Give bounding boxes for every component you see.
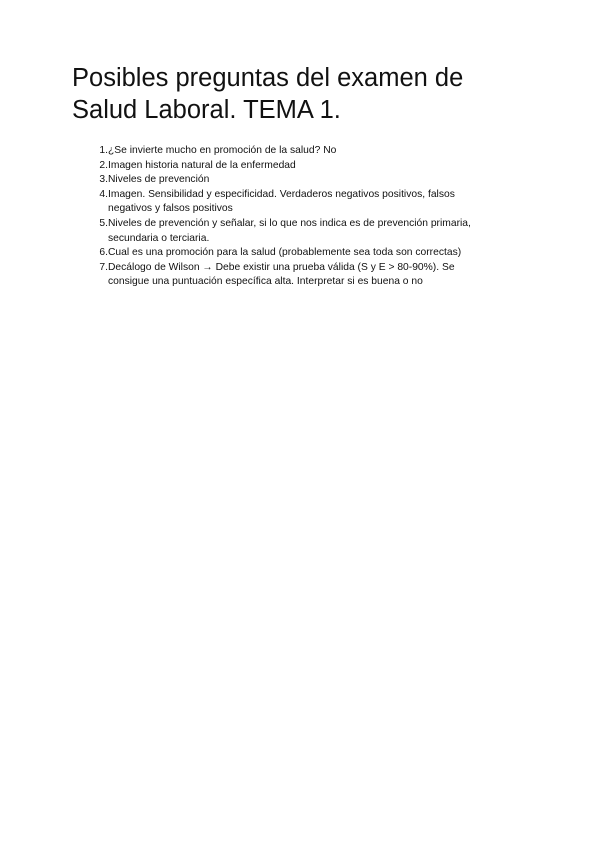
question-number: 3.: [99, 174, 108, 186]
question-text: [108, 173, 512, 188]
question-line: Decálogo de Wilson → Debe existir una prueba válida (S y E > 80-90%). Se: [108, 261, 455, 273]
question-text: [108, 217, 512, 246]
question-line: Niveles de prevención: [108, 174, 210, 186]
question-line: Imagen historia natural de la enfermedad: [108, 159, 296, 171]
question-list: [72, 144, 512, 290]
question-item-6: [72, 246, 512, 261]
question-number: 6.: [99, 247, 108, 259]
question-number: 1.: [99, 145, 108, 156]
question-item-1: [72, 144, 512, 159]
question-line: Cual es una promoción para la salud (probablemente sea toda son correctas): [108, 247, 462, 259]
document-title: [72, 62, 542, 126]
question-text: [108, 246, 512, 261]
question-text: [108, 261, 512, 290]
document-title-line-2: Salud Laboral. TEMA 1.: [72, 96, 341, 124]
question-line: ¿Se invierte mucho en promoción de la salud? No: [108, 145, 337, 156]
document-title-line-1: Posibles preguntas del examen de: [72, 64, 464, 92]
question-item-5: [72, 217, 512, 246]
question-item-2: [72, 159, 512, 174]
question-number: 4.: [99, 188, 108, 200]
question-item-4: [72, 188, 512, 217]
question-item-7: [72, 261, 512, 290]
question-text: [108, 188, 512, 217]
question-text: [108, 159, 512, 174]
question-line: negativos y falsos positivos: [108, 203, 233, 215]
question-item-3: [72, 173, 512, 188]
question-number: 5.: [99, 217, 108, 229]
question-number: 2.: [99, 159, 108, 171]
question-line: Niveles de prevención y señalar, si lo que nos indica es de prevención primaria,: [108, 217, 471, 229]
question-line: Imagen. Sensibilidad y especificidad. Verdaderos negativos positivos, falsos: [108, 188, 455, 200]
question-text: [108, 144, 512, 159]
question-line: secundaria o terciaria.: [108, 232, 210, 244]
question-line: consigue una puntuación específica alta. Interpretar si es buena o no: [108, 276, 423, 288]
question-number: 7.: [99, 261, 108, 273]
